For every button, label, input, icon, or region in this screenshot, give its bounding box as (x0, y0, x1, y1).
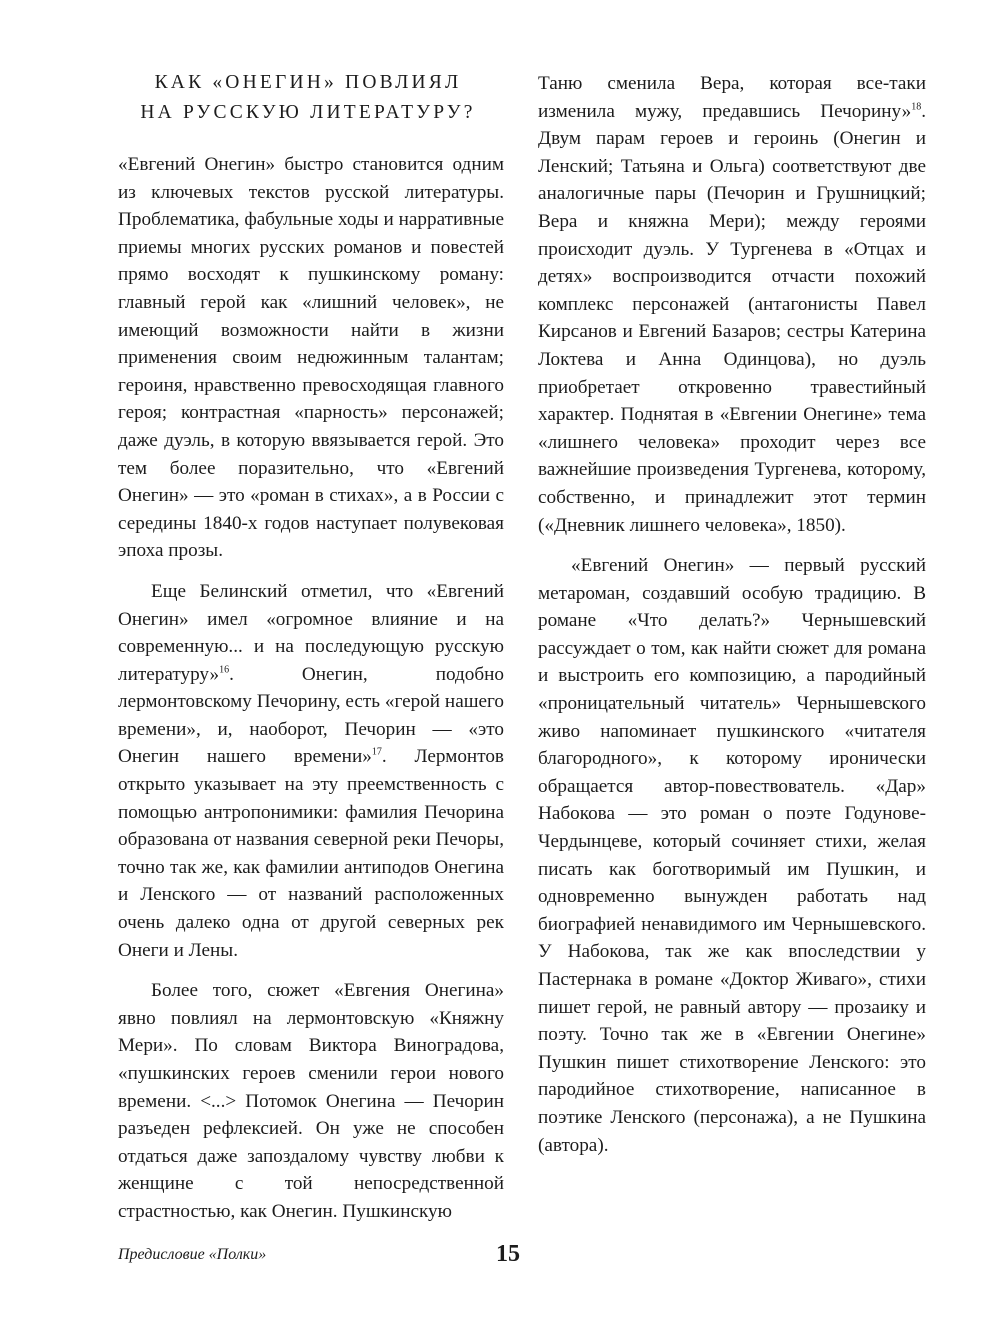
left-column (118, 151, 504, 1226)
paragraph-continued-text-a: Таню сменила Вера, которая все-таки изменила мужу, предавшись Печорину» (538, 73, 926, 122)
running-title: Предисловие «Полки» (118, 1246, 267, 1263)
paragraph-metaroman: «Евгений Онегин» — первый русский метароман, создавший особую традицию. В романе «Что делать?» Чернышевский рассуждает о том, как найти сюжет для романа и выстроить его композицию, а пародийный «проницательный читатель» Чернышевского живо напоминает пушкинского «читателя благородного», к которому иронически обращается автор-повествователь. «Дар» Набокова — это роман о поэте Годунове-Чердынцеве, который сочиняет стихи, желая писать как боготворимый им Пушкин, и одновременно вынужден работать над биографией ненавидимого им Чернышевского. У Набокова, так же как впоследствии у Пастернака в романе «Доктор Живаго», стихи пишет герой, не равный автору — прозаику и поэту. Точно так же в «Евгении Онегине» Пушкин пишет стихотворение Ленского: это пародийное стихотворение, написанное в поэтике Ленского (персонажа), а не Пушкина (автора). (538, 555, 926, 1156)
footnote-ref-17[interactable]: 17 (371, 747, 382, 759)
right-column (538, 70, 926, 1159)
paragraph-2 (118, 578, 504, 964)
section-heading (118, 68, 498, 128)
paragraph-1: «Евгений Онегин» быстро становится одним из ключевых текстов русской литературы. Проблематика, фабульные ходы и нарративные приемы многих русских романов и повестей прямо восходят к пушкинскому роману: главный герой как «лишний человек», не имеющий возможности найти в жизни применения своим недюжинным талантам; героиня, нравственно превосходящая главного героя; контрастная «парность» персонажей; даже дуэль, в которую ввязывается герой. Это тем более поразительно, что «Евгений Онегин» — это «роман в стихах», а в России с середины 1840-х годов наступает полувековая эпоха прозы. (118, 154, 504, 562)
paragraph-2-text-a: Еще Белинский отметил, что «Евгений Онегин» имел «огромное влияние и на современную... и на последующую русскую литературу» (118, 580, 504, 685)
paragraph-2-text-c: . Лермонтов открыто указывает на эту преемственность с помощью антропонимики: фамилия Печорина образована от названия северной реки Печоры, точно так же, как фамилии антиподов Онегина и Ленского — от названий расположенных очень далеко одна от другой северных рек Онеги и Лены. (118, 746, 504, 961)
paragraph-continued (538, 70, 926, 539)
paragraph-3: Более того, сюжет «Евгения Онегина» явно повлиял на лермонтовскую «Княжну Мери». По словам Виктора Виноградова, «пушкинских героев сменили герои нового времени. <...> Потомок Онегина — Печорин разъеден рефлексией. Он уже не способен отдаться даже запоздалому чувству любви к женщине с той непосредственной страстностью, как Онегин. Пушкинскую (118, 980, 504, 1222)
footnote-ref-18[interactable]: 18 (911, 101, 922, 113)
page-number: 15 (496, 1241, 520, 1267)
section-heading-line-1: КАК «ОНЕГИН» ПОВЛИЯЛ (154, 72, 462, 93)
paragraph-continued-text-b: . Двум парам героев и героинь (Онегин и Ленский; Татьяна и Ольга) соответствуют две аналогичные пары (Печорин и Грушницкий; Вера и княжна Мери); между героями происходит дуэль. У Тургенева в «Отцах и детях» воспроизводится отчасти похожий комплекс персонажей (антагонисты Павел Кирсанов и Евгений Базаров; сестры Катерина Локтева и Анна Одинцова), но дуэль приобретает откровенно травестийный характер. Поднятая в «Евгении Онегине» тема «лишнего человека» проходит через все важнейшие произведения Тургенева, которому, собственно, и принадлежит этот термин («Дневник лишнего человека», 1850). (538, 100, 926, 536)
paragraph-2-text-b: . Онегин, подобно лермонтовскому Печорину, есть «герой нашего времени», и, наоборот, Печорин — «это Онегин нашего времени» (118, 663, 504, 768)
section-heading-line-2: НА РУССКУЮ ЛИТЕРАТУРУ? (140, 102, 476, 123)
footnote-ref-16[interactable]: 16 (219, 664, 230, 676)
